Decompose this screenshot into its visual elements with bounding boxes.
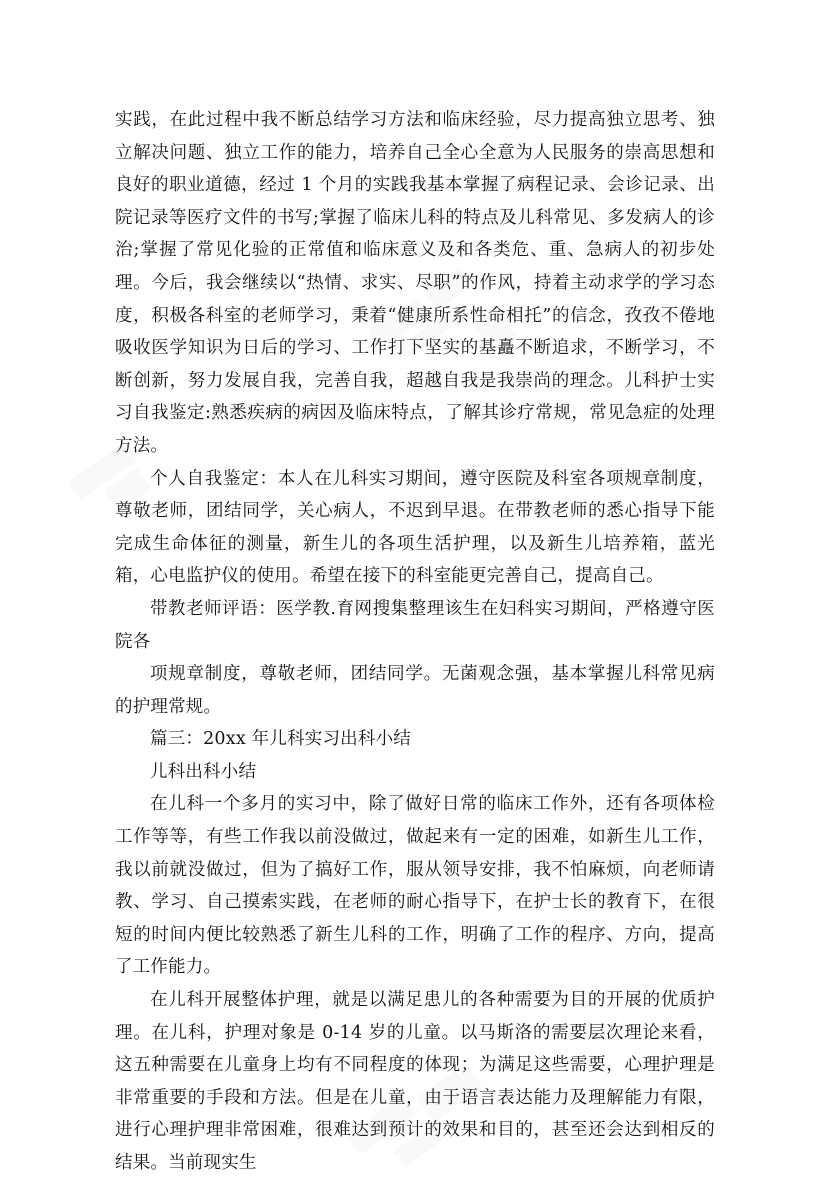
paragraph: 实践，在此过程中我不断总结学习方法和临床经验，尽力提高独立思考、独立解决问题、独立工作的能力，培养自己全心全意为人民服务的崇高思想和良好的职业道德，经过 1 个月的实践我基本掌握了病程记录、会诊记录、出院记录等医疗文件的书写;掌握了临床儿科的特点及儿科常见、多发病人的诊治;掌握了常见化验的正常值和临床意义及和各类危、重、急病人的初步处理。今后，我会继续以“热情、求实、尽职”的作风，持着主动求学的学习态度，积极各科室的老师学习，秉着“健康所系性命相托”的信念，孜孜不倦地吸收医学知识为日后的学习、工作打下坚实的基矗不断追求，不断学习，不断创新，努力发展自我，完善自我，超越自我是我崇尚的理念。儿科护士实习自我鉴定:熟悉疾病的病因及临床特点，了解其诊疗常规，常见急症的处理方法。 bbox=[115, 110, 715, 456]
document-body bbox=[115, 104, 715, 1180]
section-heading: 篇三：20xx 年儿科实习出科小结 bbox=[150, 729, 411, 750]
paragraph: 项规章制度，尊敬老师，团结同学。无菌观念强，基本掌握儿科常见病的护理常规。 bbox=[115, 664, 715, 717]
paragraph: 个人自我鉴定：本人在儿科实习期间，遵守医院及科室各项规章制度，尊敬老师，团结同学，关心病人，不迟到早退。在带教老师的悉心指导下能完成生命体征的测量，新生儿的各项生活护理，以及新生儿培养箱，蓝光箱，心电监护仪的使用。希望在接下的科室能更完善自己，提高自己。 bbox=[115, 468, 715, 587]
section-subheading: 儿科出科小结 bbox=[150, 761, 257, 782]
paragraph: 在儿科一个多月的实习中，除了做好日常的临床工作外，还有各项体检工作等等，有些工作我以前没做过，做起来有一定的困难，如新生儿工作，我以前就没做过，但为了搞好工作，服从领导安排，我不怕麻烦，向老师请教、学习、自己摸索实践，在老师的耐心指导下，在护士长的教育下，在很短的时间内便比较熟悉了新生儿科的工作，明确了工作的程序、方向，提高了工作能力。 bbox=[115, 794, 715, 978]
paragraph: 在儿科开展整体护理，就是以满足患儿的各种需要为目的开展的优质护理。在儿科，护理对象是 0-14 岁的儿童。以马斯洛的需要层次理论来看，这五种需要在儿童身上均有不同程度的体现；为满足这些需要，心理护理是非常重要的手段和方法。但是在儿童，由于语言表达能力及理解能力有限，进行心理护理非常困难，很难达到预计的效果和目的，甚至还会达到相反的结果。当前现实生 bbox=[115, 990, 715, 1173]
paragraph: 带教老师评语：医学教.育网搜集整理该生在妇科实习期间，严格遵守医院各 bbox=[115, 598, 715, 652]
